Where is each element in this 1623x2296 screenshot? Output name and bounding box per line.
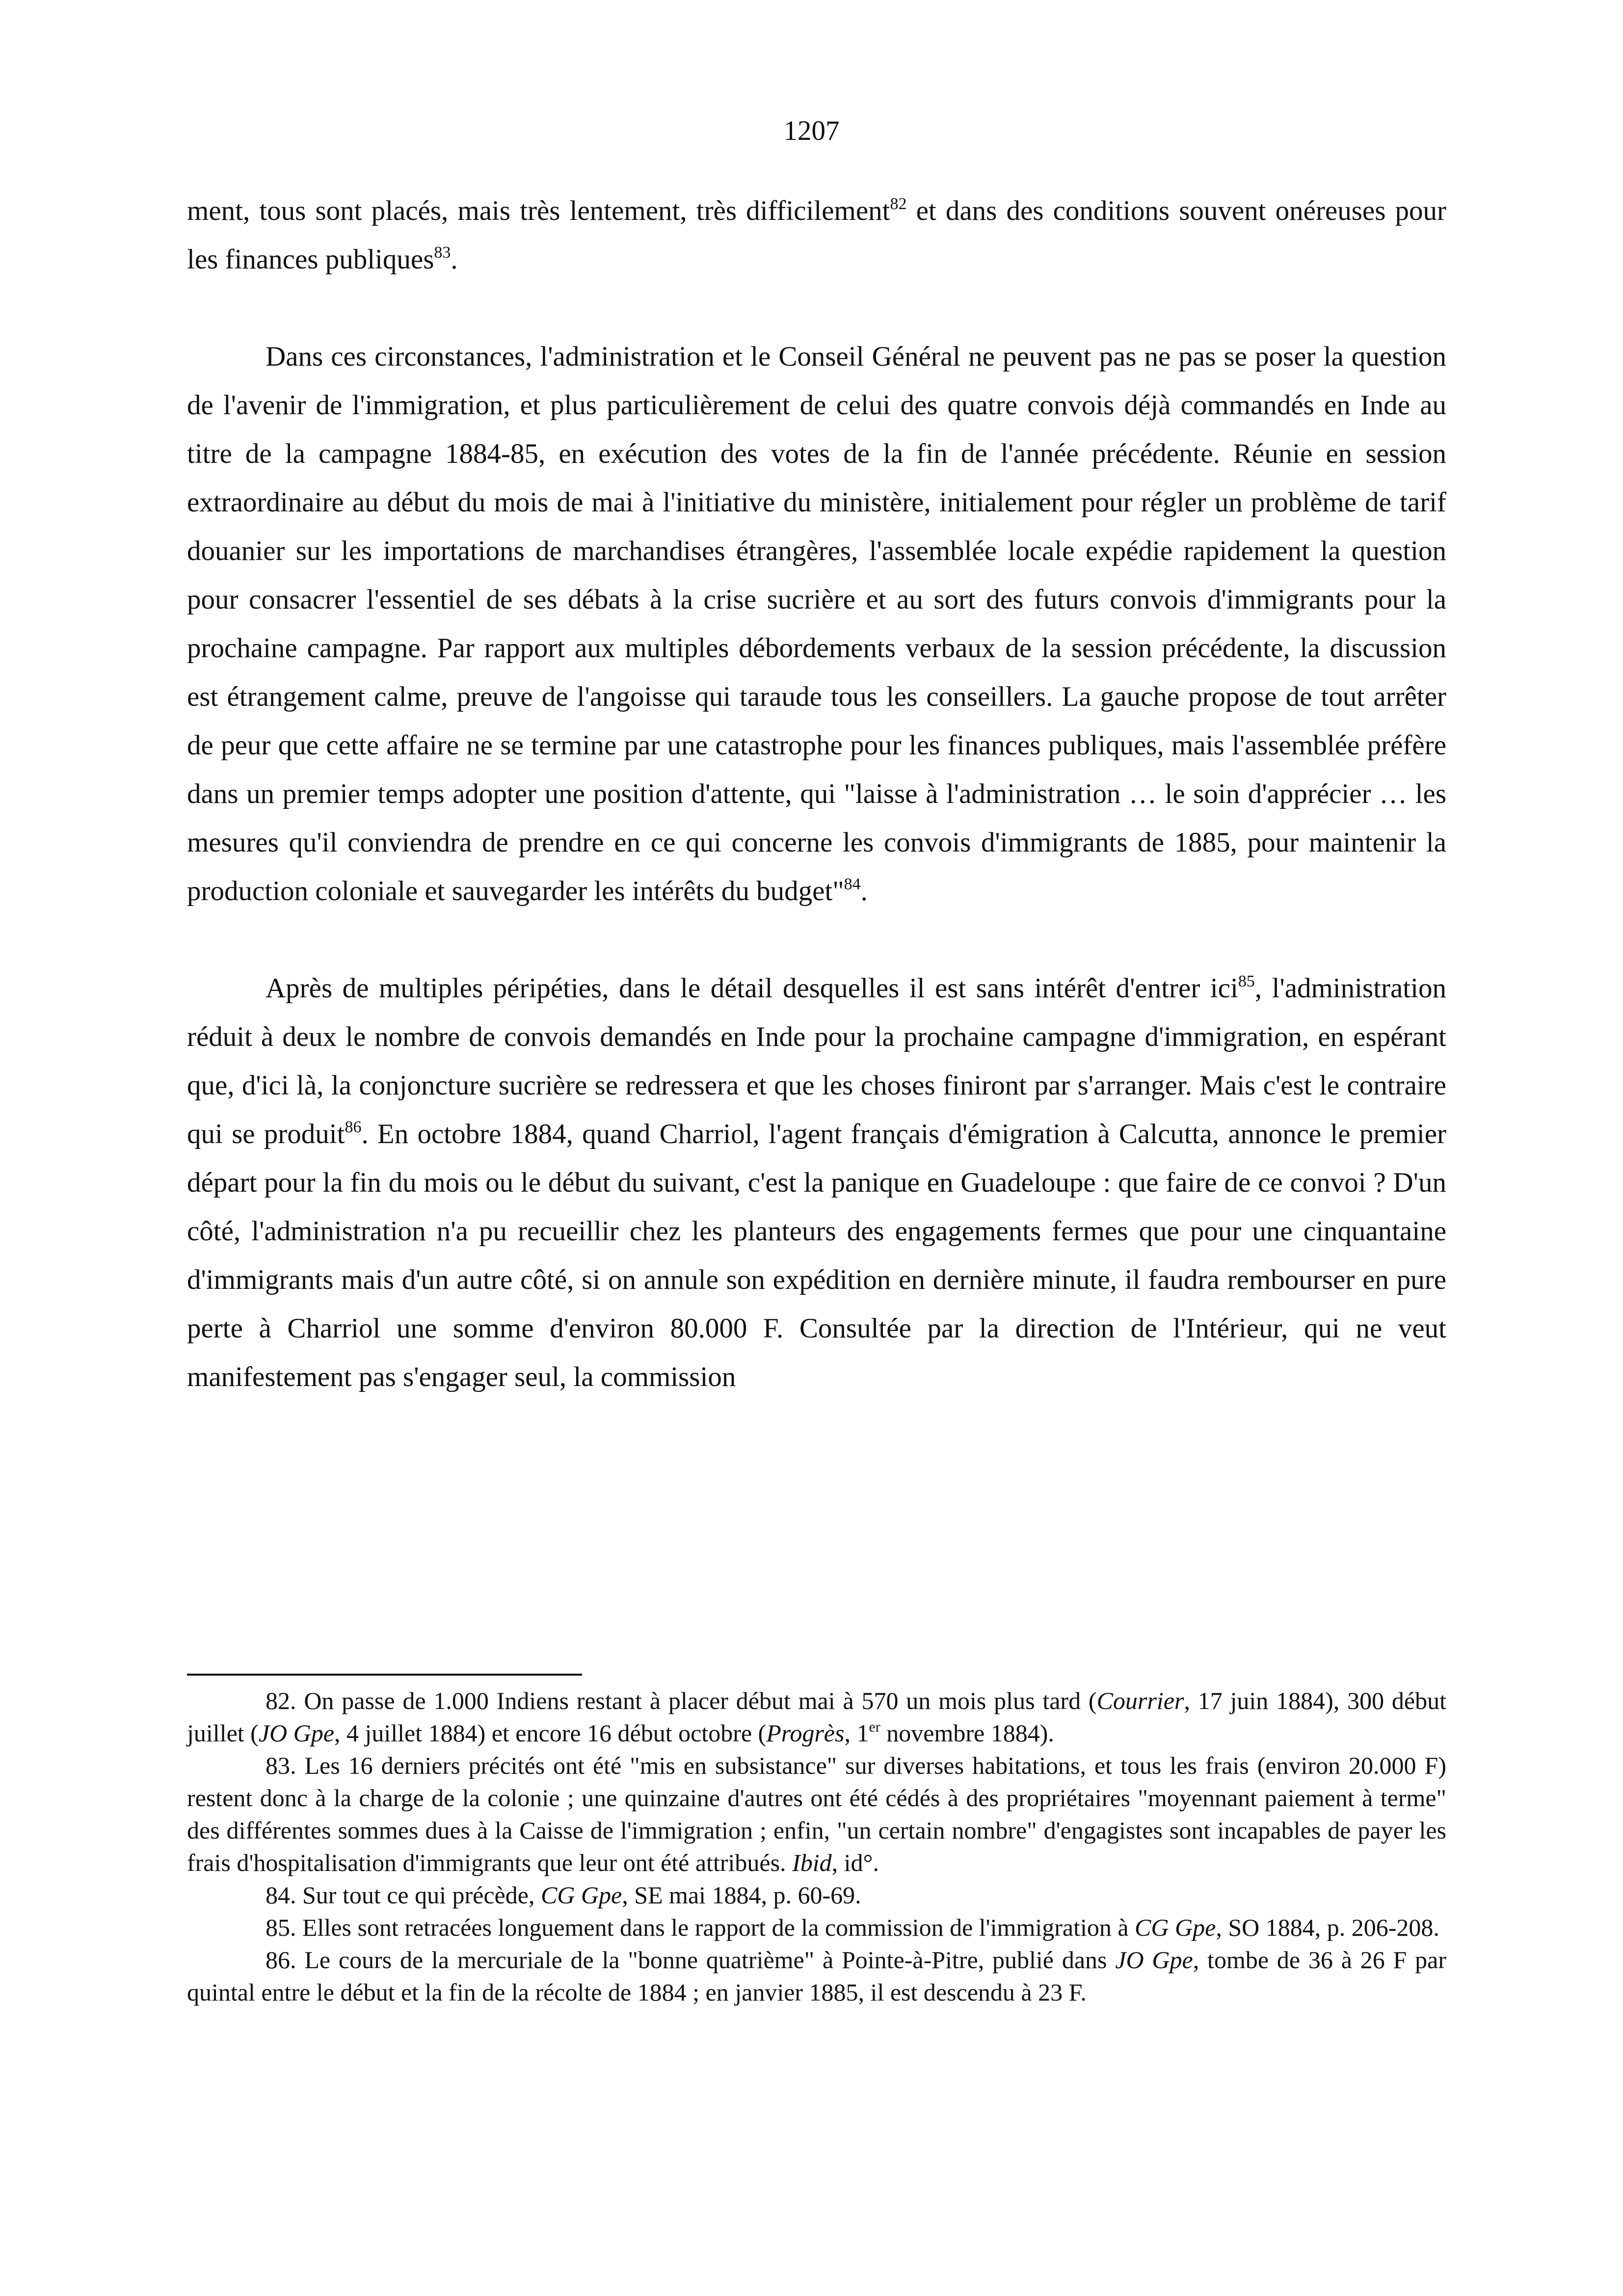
footnote: [187, 1684, 1446, 1749]
footnote: [187, 1749, 1446, 1879]
superscript-ref: 82: [890, 195, 907, 213]
text-run: 83. Les 16 derniers précités ont été "mis en subsistance" sur diverses habitations, et tous les frais (environ 20.000 F) restent donc à la charge de la colonie ; une quinzaine d'autres ont été cédés à des propriétaires "moyennant paiement à terme" des différentes sommes dues à la Caisse de l'immigration ; enfin, "un certain nombre" d'engagistes sont incapables de payer les frais d'hospitalisation d'immigrants que leur ont été attribués.: [187, 1752, 1446, 1876]
paragraph: [187, 964, 1446, 1401]
text-run: Après de multiples péripéties, dans le détail desquelles il est sans intérêt d'entrer ici: [266, 973, 1238, 1004]
text-run: , SO 1884, p. 206-208.: [1216, 1914, 1439, 1941]
italic-citation: JO Gpe: [258, 1719, 334, 1747]
footnote: [187, 1911, 1446, 1944]
footnote-separator: [187, 1674, 582, 1676]
text-run: 86. Le cours de la mercuriale de la "bonne quatrième" à Pointe-à-Pitre, publié dans: [266, 1946, 1116, 1974]
text-run: . En octobre 1884, quand Charriol, l'agent français d'émigration à Calcutta, annonce le premier départ pour la fin du mois ou le début du suivant, c'est la panique en Guadeloupe : que faire de ce convoi ? D'un côté, l'administration n'a pu recueillir chez les planteurs des engagements fermes que pour une cinquantaine d'immigrants mais d'un autre côté, si on annule son expédition en dernière minute, il faudra rembourser en pure perte à Charriol une somme d'environ 80.000 F. Consultée par la direction de l'Intérieur, qui ne veut manifestement pas s'engager seul, la commission: [187, 1119, 1446, 1392]
footnote: [187, 1879, 1446, 1911]
text-run: 84. Sur tout ce qui précède,: [266, 1881, 541, 1909]
text-run: , l'administration réduit à deux le nombre de convois demandés en Inde pour la prochaine campagne d'immigration, en espérant que, d'ici là, la conjoncture sucrière se redressera et que les choses finiront par s'arranger. Mais c'est le contraire qui se produit: [187, 973, 1446, 1149]
text-run: , 1: [844, 1719, 869, 1747]
text-run: Dans ces circonstances, l'administration et le Conseil Général ne peuvent pas ne pas se poser la question de l'avenir de l'immigration, et plus particulièrement de celui des quatre convois déjà commandés en Inde au titre de la campagne 1884-85, en exécution des votes de la fin de l'année précédente. Réunie en session extraordinaire au début du mois de mai à l'initiative du ministère, initialement pour régler un problème de tarif douanier sur les importations de marchandises étrangères, l'assemblée locale expédie rapidement la question pour consacrer l'essentiel de ses débats à la crise sucrière et au sort des futurs convois d'immigrants pour la prochaine campagne. Par rapport aux multiples débordements verbaux de la session précédente, la discussion est étrangement calme, preuve de l'angoisse qui taraude tous les conseillers. La gauche propose de tout arrêter de peur que cette affaire ne se termine par une catastrophe pour les finances publiques, mais l'assemblée préfère dans un premier temps adopter une position d'attente, qui "laisse à l'administration … le soin d'apprécier … les mesures qu'il conviendra de prendre en ce qui concerne les convois d'immigrants de 1885, pour maintenir la production coloniale et sauvegarder les intérêts du budget": [187, 341, 1446, 907]
superscript-ref: 83: [434, 243, 451, 262]
text-run: .: [451, 244, 458, 275]
paragraph: [187, 187, 1446, 284]
page-number: 1207: [783, 115, 840, 146]
italic-citation: CG Gpe: [540, 1881, 622, 1909]
main-text: [187, 187, 1446, 1401]
superscript-ref: er: [869, 1719, 880, 1735]
text-run: novembre 1884).: [880, 1719, 1054, 1747]
italic-citation: Progrès: [766, 1719, 845, 1747]
footnotes: [187, 1684, 1446, 2008]
text-run: , 4 juillet 1884) et encore 16 début octobre (: [334, 1719, 767, 1747]
text-run: , tombe de 36 à 26 F par quintal entre le début et la fin de la récolte de 1884 ; en janvier 1885, il est descendu à 23 F.: [187, 1946, 1447, 2006]
superscript-ref: 84: [844, 875, 861, 893]
text-run: .: [860, 876, 868, 907]
italic-citation: CG Gpe: [1135, 1914, 1216, 1941]
superscript-ref: 85: [1238, 972, 1255, 990]
text-run: 82. On passe de 1.000 Indiens restant à placer début mai à 570 un mois plus tard (: [266, 1687, 1097, 1714]
superscript-ref: 86: [345, 1118, 362, 1136]
paragraph: [187, 332, 1446, 915]
text-run: ment, tous sont placés, mais très lentement, très difficilement: [187, 195, 890, 226]
text-run: 85. Elles sont retracées longuement dans le rapport de la commission de l'immigration à: [266, 1914, 1135, 1941]
footnote: [187, 1944, 1446, 2008]
text-run: et dans des conditions souvent onéreuses pour les finances publiques: [187, 195, 1446, 275]
italic-citation: JO Gpe: [1115, 1946, 1193, 1974]
italic-citation: Courrier: [1096, 1687, 1184, 1714]
italic-citation: Ibid: [792, 1849, 832, 1876]
text-run: , id°.: [831, 1849, 879, 1876]
text-run: , 17 juin 1884), 300 début juillet (: [187, 1687, 1446, 1747]
text-run: , SE mai 1884, p. 60-69.: [622, 1881, 861, 1909]
